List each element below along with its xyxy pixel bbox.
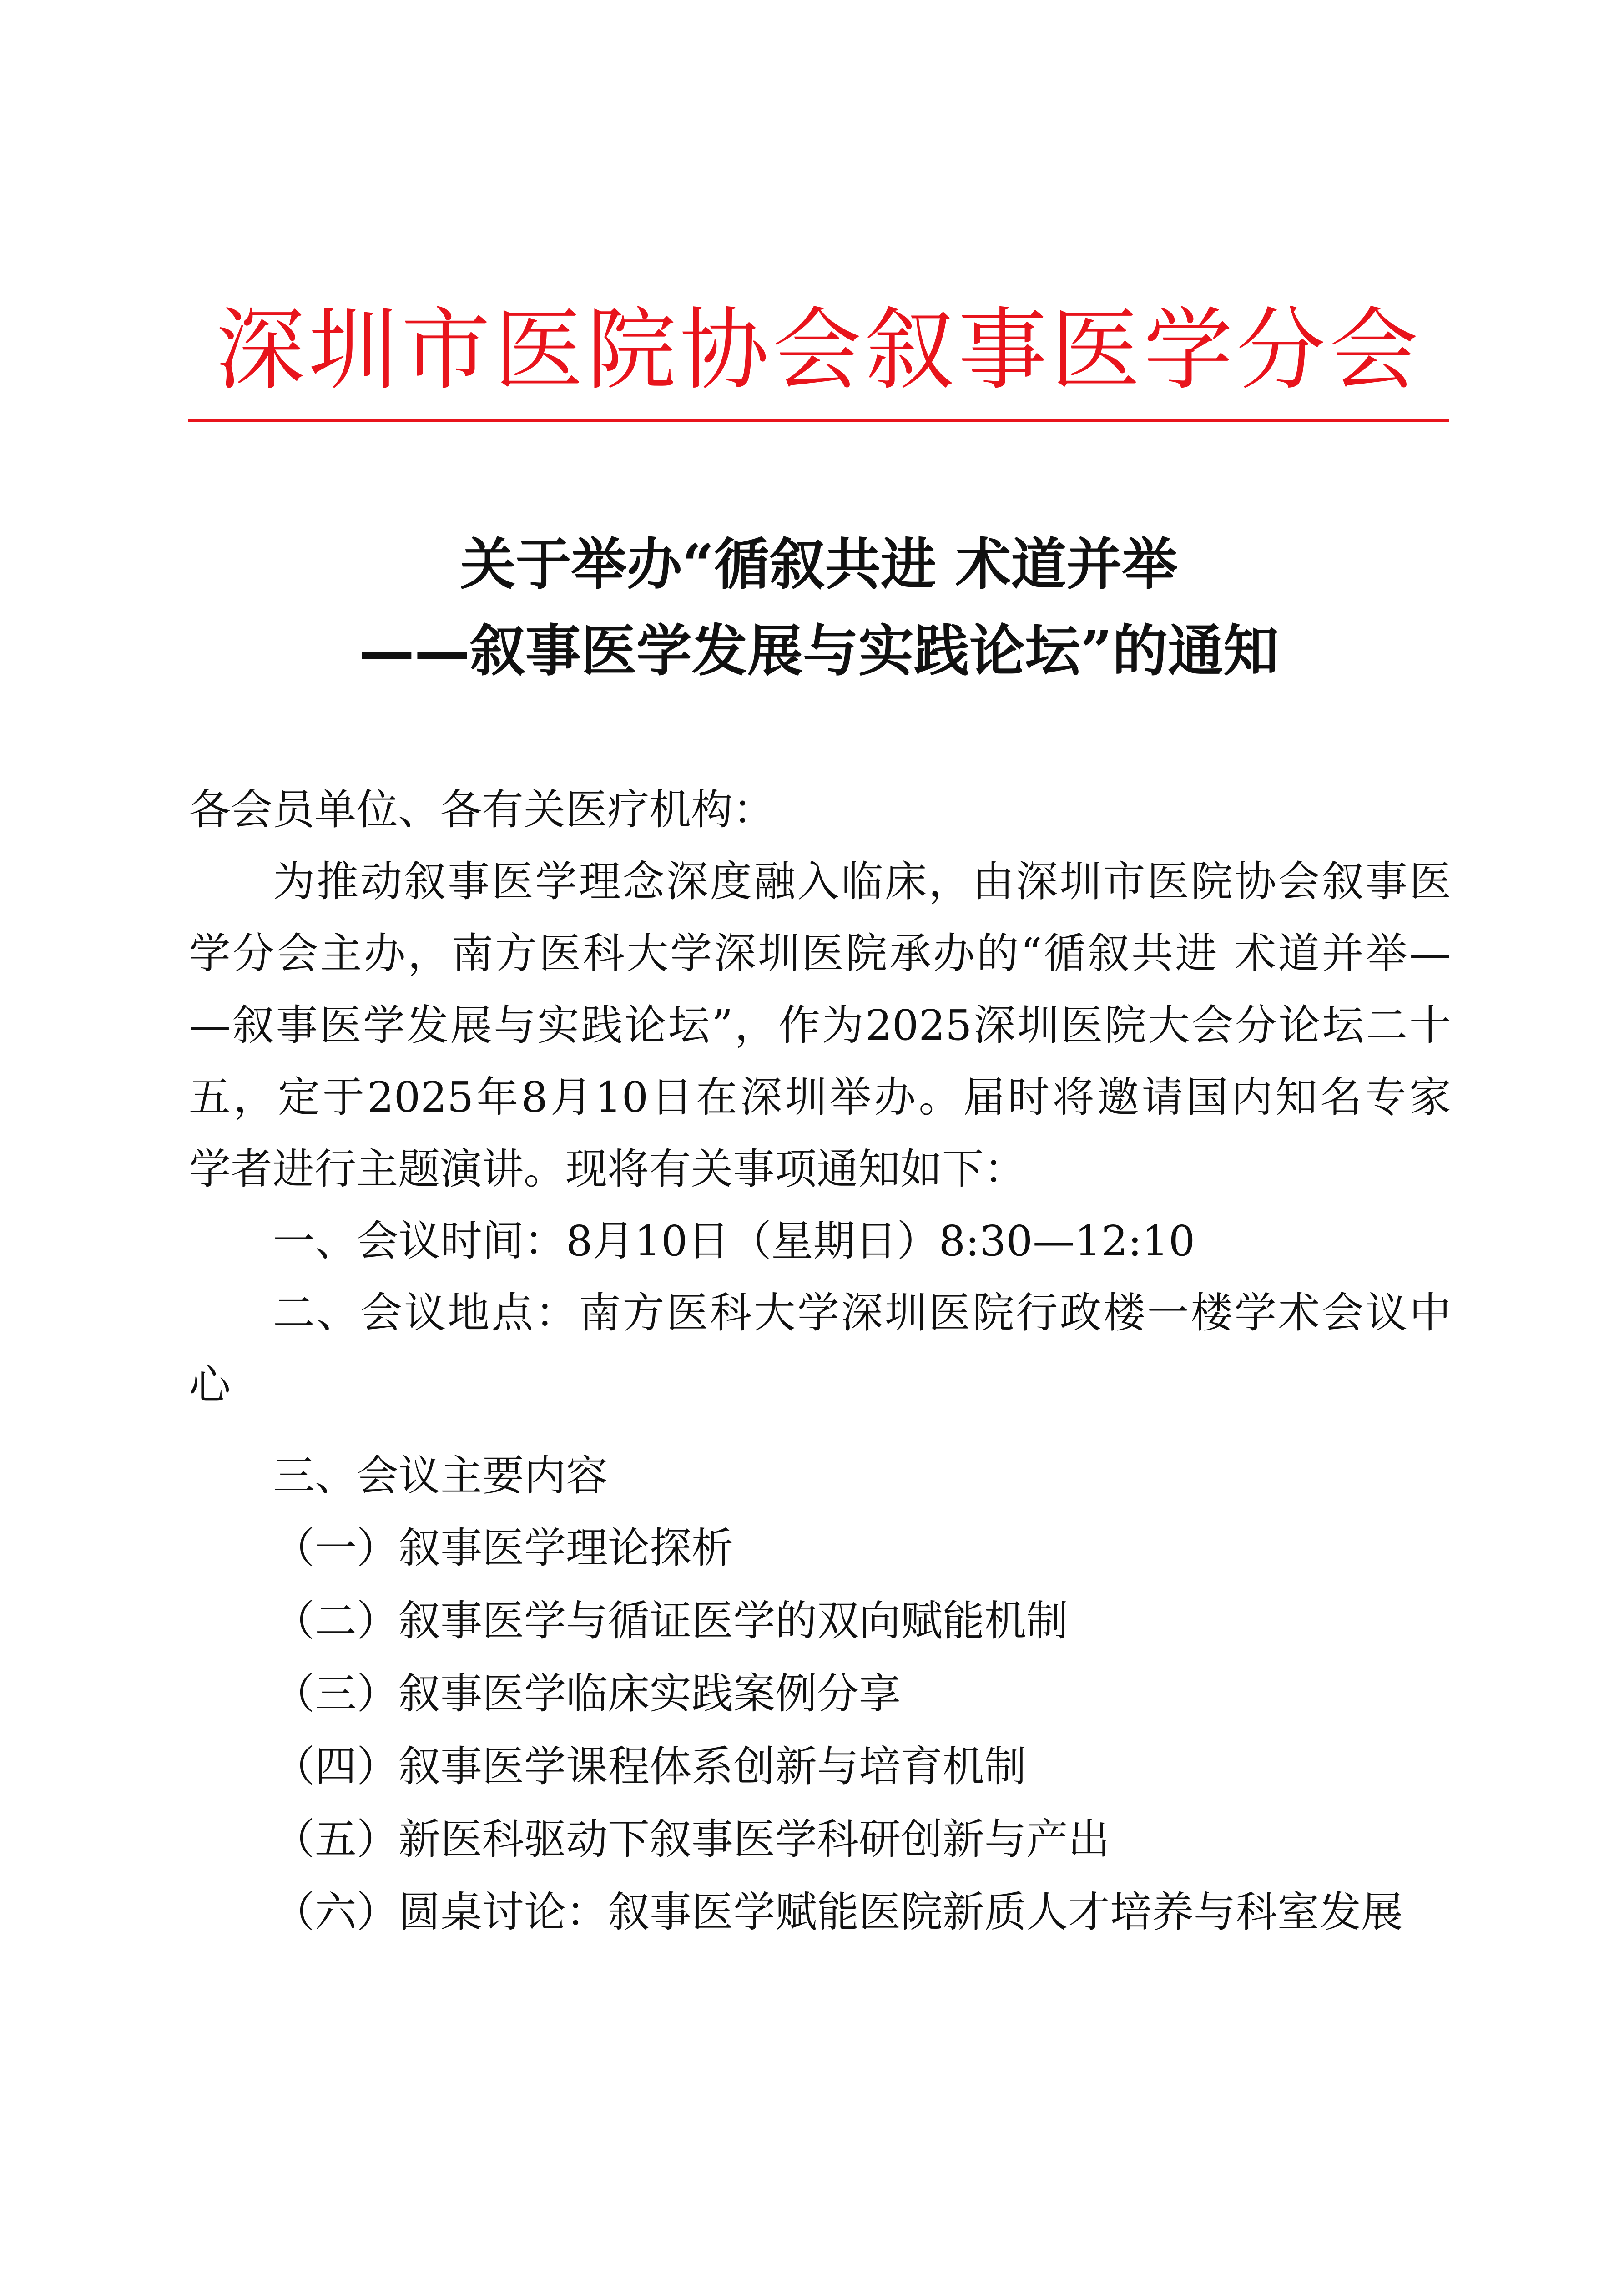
content-list-item: （二）叙事医学与循证医学的双向赋能机制 xyxy=(273,1597,1069,1645)
header-divider xyxy=(188,419,1449,422)
intro-paragraph-line: —叙事医学发展与实践论坛”，作为2025深圳医院大会分论坛二十 xyxy=(189,1001,1451,1050)
document-title-line-2: ——叙事医学发展与实践论坛”的通知 xyxy=(358,618,1279,683)
intro-paragraph-line: 学者进行主题演讲。现将有关事项通知如下： xyxy=(189,1145,1026,1193)
meeting-place: 二、会议地点：南方医科大学深圳医院行政楼一楼学术会议中 xyxy=(273,1289,1451,1337)
intro-paragraph-line: 为推动叙事医学理念深度融入临床，由深圳市医院协会叙事医 xyxy=(273,857,1451,906)
content-list-item: （五）新医科驱动下叙事医学科研创新与产出 xyxy=(273,1815,1110,1864)
organization-header: 深圳市医院协会叙事医学分会 xyxy=(215,298,1422,402)
content-list-item: （三）叙事医学临床实践案例分享 xyxy=(273,1669,901,1718)
document-title-line-1: 关于举办“循叙共进 术道并举 xyxy=(460,531,1178,597)
content-list-item: （一）叙事医学理论探析 xyxy=(273,1524,734,1572)
content-list-item: （六）圆桌讨论：叙事医学赋能医院新质人才培养与科室发展 xyxy=(273,1888,1403,1936)
intro-paragraph-line: 学分会主办，南方医科大学深圳医院承办的“循叙共进 术道并举— xyxy=(189,929,1451,978)
content-list-item: （四）叙事医学课程体系创新与培育机制 xyxy=(273,1742,1027,1791)
content-heading: 三、会议主要内容 xyxy=(273,1451,608,1500)
meeting-time: 一、会议时间：8月10日（星期日）8:30—12:10 xyxy=(273,1217,1195,1265)
meeting-place-continuation: 心 xyxy=(189,1360,231,1409)
salutation: 各会员单位、各有关医疗机构： xyxy=(189,785,775,834)
intro-paragraph-line: 五，定于2025年8月10日在深圳举办。届时将邀请国内知名专家 xyxy=(189,1073,1451,1122)
